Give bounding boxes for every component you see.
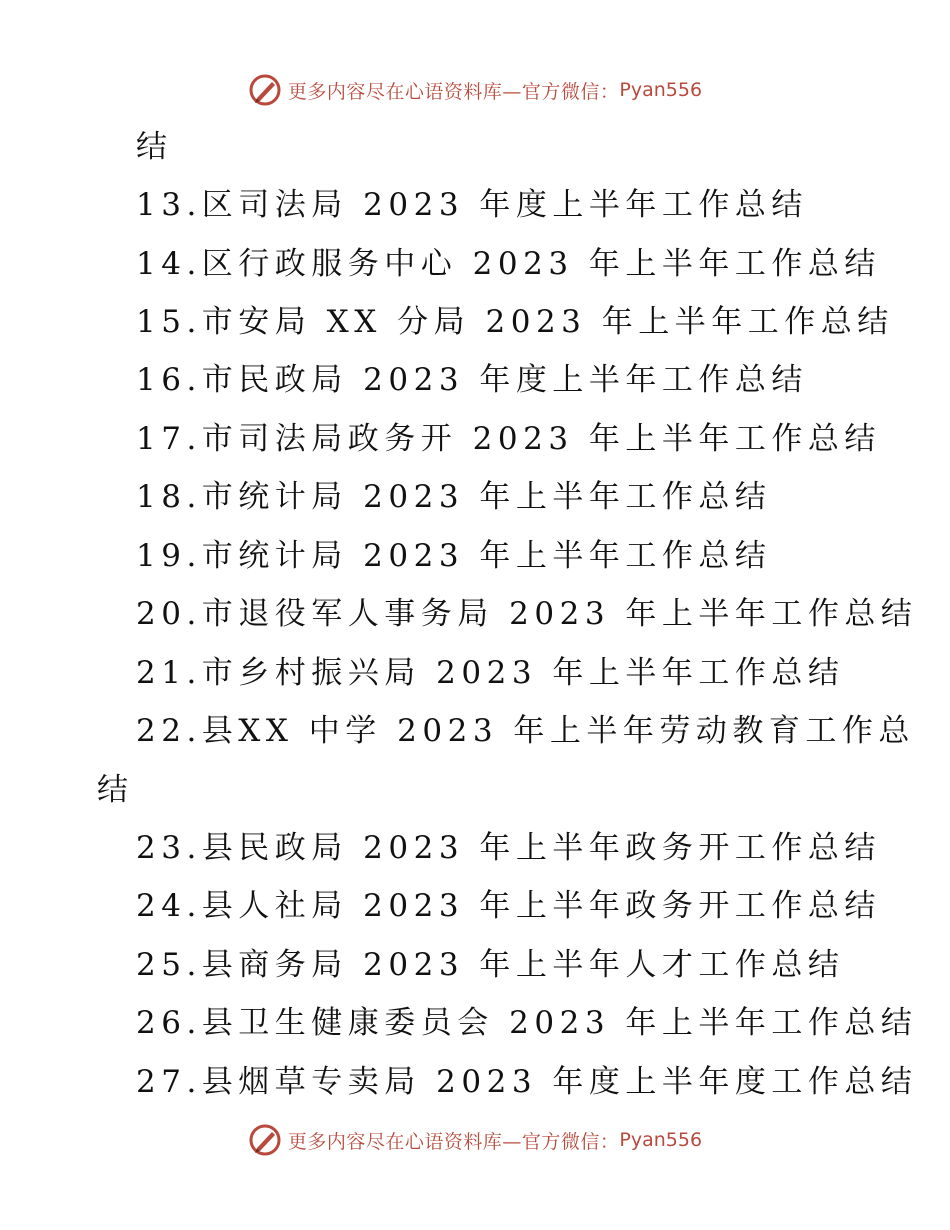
banner-text: 更多内容尽在心语资料库—官方微信：	[287, 1130, 620, 1153]
list-item: 22.县XX 中学 2023 年上半年劳动教育工作总	[136, 713, 915, 749]
list-item: 17.市司法局政务开 2023 年上半年工作总结	[136, 421, 881, 457]
banner-wechat-id: Pyan556	[619, 1129, 703, 1151]
list-item: 18.市统计局 2023 年上半年工作总结	[136, 479, 772, 515]
pen-logo-icon	[248, 1123, 282, 1157]
text-line: 结	[136, 129, 173, 165]
list-item: 15.市安局 XX 分局 2023 年上半年工作总结	[136, 304, 894, 340]
list-item: 14.区行政服务中心 2023 年上半年工作总结	[136, 246, 881, 282]
list-item: 26.县卫生健康委员会 2023 年上半年工作总结	[136, 1005, 918, 1041]
list-item: 24.县人社局 2023 年上半年政务开工作总结	[136, 888, 881, 924]
pen-logo-icon	[248, 73, 282, 107]
list-item: 23.县民政局 2023 年上半年政务开工作总结	[136, 830, 881, 866]
list-item: 13.区司法局 2023 年度上半年工作总结	[136, 187, 808, 223]
list-item: 27.县烟草专卖局 2023 年度上半年度工作总结	[136, 1064, 918, 1100]
list-item: 20.市退役军人事务局 2023 年上半年工作总结	[136, 596, 918, 632]
list-item: 21.市乡村振兴局 2023 年上半年工作总结	[136, 655, 845, 691]
footer-banner	[0, 1120, 950, 1160]
list-item: 19.市统计局 2023 年上半年工作总结	[136, 538, 772, 574]
list-item: 16.市民政局 2023 年度上半年工作总结	[136, 362, 808, 398]
header-banner	[0, 70, 950, 110]
list-item: 25.县商务局 2023 年上半年人才工作总结	[136, 947, 845, 983]
banner-text: 更多内容尽在心语资料库—官方微信：	[287, 80, 620, 103]
text-line: 结	[97, 772, 134, 808]
banner-wechat-id: Pyan556	[619, 79, 703, 101]
